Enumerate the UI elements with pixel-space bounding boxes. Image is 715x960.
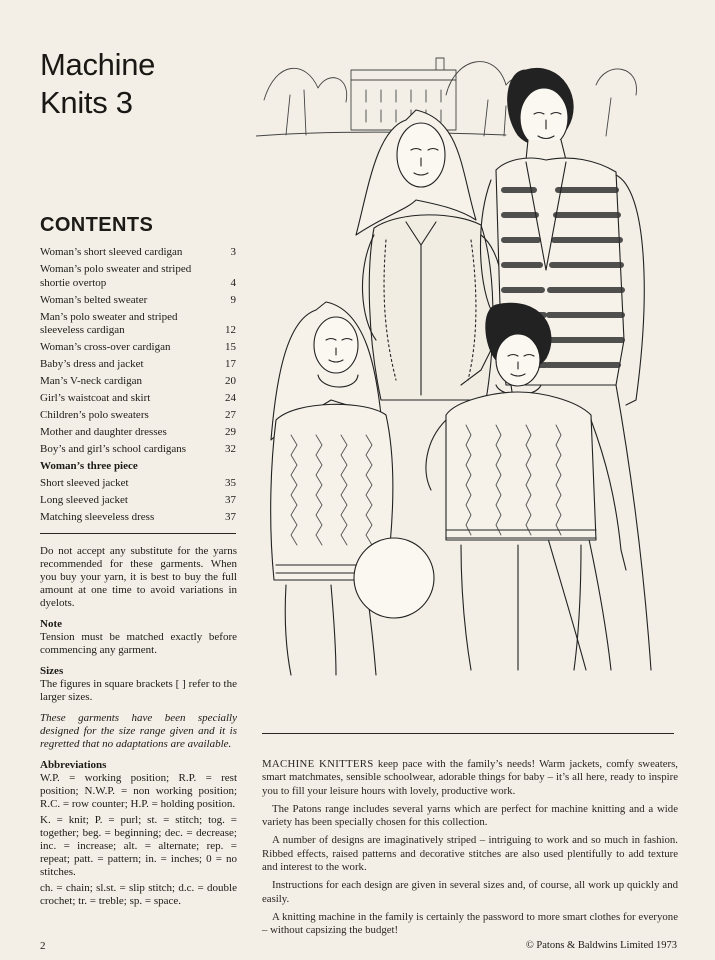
toc-entry-page: 12 <box>225 324 236 336</box>
toc-entry <box>40 375 236 389</box>
title-line-2: Knits 3 <box>40 85 133 120</box>
toc-entry <box>40 358 236 372</box>
intro-paragraph-1: MACHINE KNITTERS keep pace with the family’s needs! Warm jackets, comfy sweaters, smart matchmates, sensible schoolwear, adorable things for baby – it’s all here, ready to inspire you to fill your leisure hours with lovely, productive work. <box>262 758 678 797</box>
toc-entry <box>40 511 236 525</box>
contents-heading: CONTENTS <box>40 214 154 236</box>
page-number: 2 <box>40 940 46 952</box>
intro-paragraph-3: A number of designs are imaginatively striped – intriguing to work and so much in fashion. Ribbed effects, raised patterns and decorative stitches are also used plentifully to add texture and interest to the work. <box>262 834 678 874</box>
toc-entry-page: 17 <box>225 358 236 370</box>
contents-divider <box>40 533 236 534</box>
notes-column <box>40 545 237 916</box>
toc-entry-title: Children’s polo sweaters <box>40 409 149 421</box>
toc-entry <box>40 294 236 308</box>
toc-entry <box>40 246 236 260</box>
toc-entry-page: 4 <box>230 276 236 289</box>
toc-entry <box>40 263 236 290</box>
toc-entry-title: Matching sleeveless dress <box>40 511 155 523</box>
sizes-text: The figures in square brackets [ ] refer to the larger sizes. <box>40 678 237 703</box>
toc-entry <box>40 494 236 508</box>
family-illustration <box>256 40 686 680</box>
intro-paragraph-5: A knitting machine in the family is certainly the password to more smart clothes for everyone – without capsizing the budget! <box>262 910 678 937</box>
toc-entry-title: Man’s V-neck cardigan <box>40 375 143 387</box>
toc-entry <box>40 392 236 406</box>
toc-entry <box>40 311 236 338</box>
size-disclaimer: These garments have been specially designed for the size range given and it is regretted that no adaptations are available. <box>40 712 237 750</box>
toc-entry-title: Mother and daughter dresses <box>40 426 167 438</box>
toc-entry <box>40 409 236 423</box>
table-of-contents <box>40 246 236 528</box>
toc-entry-page: 3 <box>230 246 236 258</box>
note-text: Tension must be matched exactly before commencing any garment. <box>40 631 237 656</box>
toc-entry-title: Short sleeved jacket <box>40 477 129 489</box>
toc-entry-page: 27 <box>225 409 236 421</box>
toc-entry-page: 15 <box>225 341 236 353</box>
toc-entry-page: 37 <box>225 511 236 523</box>
abbreviations-crochet: ch. = chain; sl.st. = slip stitch; d.c. = double crochet; tr. = treble; sp. = space. <box>40 882 237 907</box>
sizes-heading: Sizes <box>40 665 64 677</box>
yarn-warning: Do not accept any substitute for the yarns recommended for these garments. When you buy your yarn, it is best to buy the full amount at one time to avoid variations in dyelots. <box>40 545 237 609</box>
toc-entry-page: 37 <box>225 494 236 506</box>
toc-entry <box>40 426 236 440</box>
toc-entry-page: 32 <box>225 443 236 455</box>
abbreviations-knitting: K. = knit; P. = purl; st. = stitch; tog. = together; beg. = beginning; dec. = decrease; inc. = increase; alt. = alternate; rep. = repeat; patt. = pattern; in. = inches; 0 = no stitches. <box>40 814 237 878</box>
toc-entry-title: Woman’s short sleeved cardigan <box>40 246 183 258</box>
toc-entry-title: Woman’s polo sweater and striped shortie overtop <box>40 263 192 289</box>
introduction-text <box>262 758 678 943</box>
intro-paragraph-2: The Patons range includes several yarns which are perfect for machine knitting and a wide variety has been specially chosen for this collection. <box>262 802 678 829</box>
intro-paragraph-4: Instructions for each design are given in several sizes and, of course, all work up quickly and easily. <box>262 879 678 905</box>
toc-entry <box>40 341 236 355</box>
page-title <box>40 46 155 122</box>
toc-entry-page: 9 <box>230 293 236 306</box>
background-scene <box>256 58 636 136</box>
toc-entry <box>40 477 236 491</box>
title-line-1: Machine <box>40 47 156 82</box>
body-divider <box>262 733 674 734</box>
toc-entry-page: 35 <box>225 477 236 489</box>
copyright-notice: © Patons & Baldwins Limited 1973 <box>525 940 677 951</box>
toc-entry-title: Woman’s cross-over cardigan <box>40 341 171 353</box>
toc-entry-title: Girl’s waistcoat and skirt <box>40 392 151 404</box>
toc-entry-title: Long sleeved jacket <box>40 494 128 506</box>
toc-subheading: Woman’s three piece <box>40 460 138 472</box>
toc-entry-title: Boy’s and girl’s school cardigans <box>40 443 187 455</box>
toc-entry-page: 29 <box>225 426 236 438</box>
toc-entry-title: Baby’s dress and jacket <box>40 358 144 370</box>
abbreviations-heading: Abbreviations <box>40 759 107 771</box>
abbreviations-machine: W.P. = working position; R.P. = rest position; N.W.P. = non working position; R.C. = row counter; H.P. = holding position. <box>40 772 237 810</box>
toc-entry-title: Man’s polo sweater and striped sleeveless cardigan <box>40 310 178 336</box>
toc-entry-page: 20 <box>225 375 236 387</box>
toc-entry <box>40 443 236 457</box>
ball <box>354 538 434 618</box>
toc-entry-page: 24 <box>225 392 236 404</box>
note-heading: Note <box>40 618 62 630</box>
toc-entry-title: Woman’s belted sweater <box>40 293 148 306</box>
